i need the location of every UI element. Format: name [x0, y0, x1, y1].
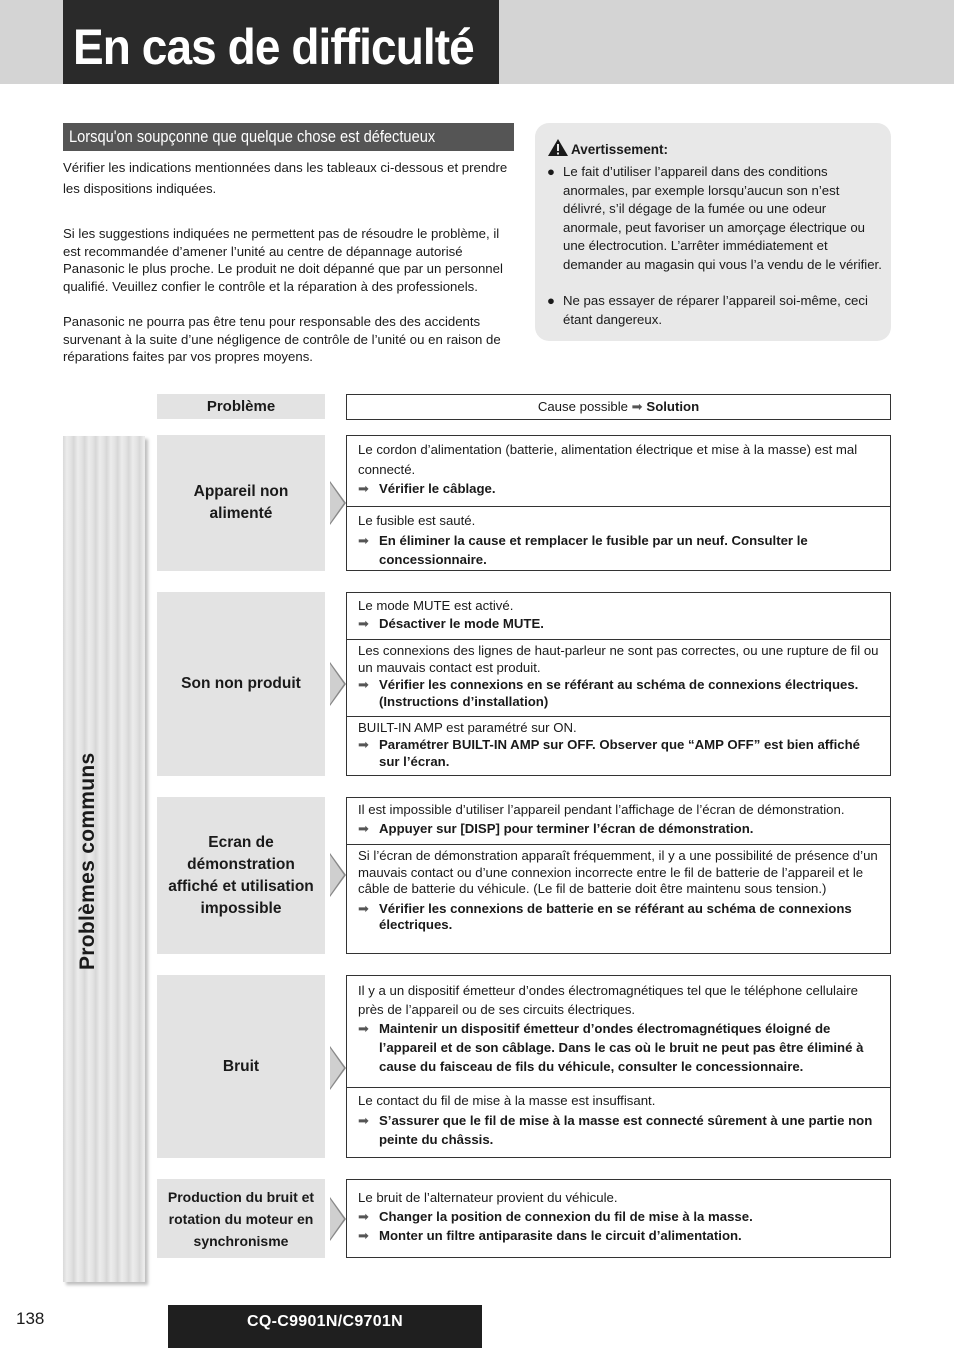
arrow-icon: ➡ [358, 1112, 370, 1128]
intro-paragraph-1: Vérifier les indications mentionnées dans les tableaux ci-dessous et prendre les dispositions indiquées. [63, 160, 508, 196]
solution-text: ➡ Vérifier les connexions en se référant au schéma de connexions électriques. (Instructions d’installation) [358, 677, 859, 709]
arrow-icon: ➡ [358, 821, 370, 836]
cause-text: Il est impossible d’utiliser l’appareil pendant l’affichage de l’écran de démonstration. [358, 802, 845, 817]
problem-cell: Ecran de démonstration affiché et utilisation impossible [157, 797, 325, 954]
solution-text: ➡ Paramétrer BUILT-IN AMP sur OFF. Observer que “AMP OFF” est bien affiché sur l’écran. [358, 737, 860, 769]
page-title: En cas de difficulté [73, 19, 474, 75]
cause-text: Le fusible est sauté. [358, 513, 476, 528]
warning-title-text: Avertissement: [571, 141, 669, 157]
arrow-icon: ➡ [358, 1209, 370, 1224]
cause-text: BUILT-IN AMP est paramétré sur ON. [358, 720, 577, 735]
row-arrow-icon [330, 1197, 346, 1241]
model-bar [168, 1305, 482, 1348]
solution-text: ➡ Désactiver le mode MUTE. [358, 616, 544, 631]
warning-item-text: Le fait d’utiliser l’appareil dans des conditions anormales, par exemple lorsqu’aucun son n’est délivré, s’il dégage de la fumée ou une odeur anormale, peut favoriser un amorçage électrique ou une électrocution. L’arrêter immédiatement et demander au magasin qui vous l’a vendu de le vérifier. [563, 164, 882, 272]
warning-triangle-icon [547, 138, 569, 160]
solution-header-text: Solution [646, 399, 700, 414]
section-heading [63, 123, 514, 151]
solution-row [347, 1087, 890, 1156]
cause-solution-header [346, 394, 891, 420]
row-arrow-icon [330, 853, 346, 897]
bullet-icon: ● [547, 293, 555, 308]
warning-item-text: Ne pas essayer de réparer l’appareil soi-même, ceci étant dangereux. [563, 293, 868, 327]
page-number: 138 [16, 1309, 45, 1328]
warning-item [547, 163, 883, 275]
solution-row [347, 639, 890, 716]
arrow-icon: ➡ [358, 677, 370, 692]
side-label: Problèmes communs [76, 752, 99, 970]
model-name: CQ-C9901N/C9701N [247, 1313, 403, 1330]
cause-text: Le bruit de l’alternateur provient du véhicule. [358, 1190, 618, 1205]
solution-row [347, 506, 890, 576]
row-arrow-icon [330, 481, 346, 525]
solution-group [346, 1179, 891, 1258]
intro-paragraph-3: Panasonic ne pourra pas être tenu pour responsable des des accidents survenant à la suite d’une négligence de contrôle de l’unité ou en raison de réparations faites par vos propres moyens. [63, 314, 501, 365]
solution-row [347, 436, 890, 506]
solution-text: ➡ Changer la position de connexion du fil de mise à la masse. [358, 1209, 753, 1224]
solution-group [346, 975, 891, 1158]
warning-item [547, 292, 883, 329]
solution-row [347, 593, 890, 639]
solution-text: ➡ Vérifier le câblage. [358, 479, 880, 499]
cause-text: Le cordon d’alimentation (batterie, alimentation électrique et mise à la masse) est mal connecté. [358, 442, 858, 477]
solution-row [347, 1180, 890, 1251]
arrow-icon: ➡ [358, 737, 370, 752]
solution-text: ➡ Monter un filtre antiparasite dans le circuit d’alimentation. [358, 1228, 742, 1243]
section-heading-text: Lorsqu'on soupçonne que quelque chose est défectueux [69, 127, 436, 146]
arrow-icon: ➡ [631, 399, 643, 414]
solution-row [347, 798, 890, 844]
warning-box [535, 123, 891, 341]
arrow-icon: ➡ [358, 1228, 370, 1243]
arrow-icon: ➡ [358, 532, 370, 548]
arrow-icon: ➡ [358, 616, 370, 631]
problem-cell: Production du bruit et rotation du moteur en synchronisme [157, 1179, 325, 1258]
arrow-icon: ➡ [358, 900, 370, 916]
solution-row [347, 716, 890, 776]
cause-text: Les connexions des lignes de haut-parleur ne sont pas correctes, ou une rupture de fil ou un mauvais contact est produit. [358, 643, 879, 675]
bullet-icon: ● [547, 164, 555, 179]
solution-group [346, 797, 891, 954]
solution-text: ➡ Vérifier les connexions de batterie en se référant au schéma de connexions électriques. [358, 900, 852, 933]
cause-text: Il y a un dispositif émetteur d’ondes électromagnétiques tel que le téléphone cellulaire près de l’appareil ou de ses circuits électriques. [358, 983, 858, 1017]
solution-text: ➡ Maintenir un dispositif émetteur d’ondes électromagnétiques éloigné de l’appareil et de son câblage. Dans le cas où le bruit ne peut pas être éliminé à cause du faisceau de fils du véhicule, consulter le concessionnaire. [358, 1021, 864, 1074]
warning-title [547, 138, 668, 160]
solution-text: ➡ S’assurer que le fil de mise à la masse est connecté sûrement à une partie non peinte du châssis. [358, 1112, 873, 1147]
arrow-icon: ➡ [358, 1021, 370, 1036]
row-arrow-icon [330, 662, 346, 706]
row-arrow-icon [330, 1046, 346, 1090]
cause-text: Le mode MUTE est activé. [358, 598, 514, 613]
cause-text: Le contact du fil de mise à la masse est insuffisant. [358, 1093, 656, 1108]
problem-cell: Bruit [157, 975, 325, 1158]
intro-paragraph-2: Si les suggestions indiquées ne permettent pas de résoudre le problème, il est recommandée d’amener l’unité au centre de dépannage autorisé Panasonic le plus proche. Le produit ne doit dépanné que par un personnel qualifié. Veuillez confier le contrôle et la réparation à des professionels. [63, 226, 503, 294]
solution-row [347, 976, 890, 1087]
cause-text: Si l’écran de démonstration apparaît fréquemment, il y a une possibilité de présence d’un mauvais contact ou d’une connexion incorrecte entre le fil de batterie de l’appareil et le câble de batterie du véhicule. (Le fil de batterie doit être maintenu sous tension.) [358, 848, 878, 897]
problem-cell: Appareil non alimenté [157, 435, 325, 571]
solution-text: ➡ Appuyer sur [DISP] pour terminer l’écran de démonstration. [358, 821, 754, 836]
cause-header-text: Cause possible [537, 399, 628, 414]
solution-group [346, 435, 891, 571]
arrow-icon: ➡ [358, 481, 370, 496]
solution-group [346, 592, 891, 776]
solution-text: ➡ En éliminer la cause et remplacer le fusible par un neuf. Consulter le concessionnaire. [358, 532, 808, 567]
problem-cell: Son non produit [157, 592, 325, 776]
problem-column-header: Problème [157, 394, 325, 419]
solution-row [347, 844, 890, 940]
